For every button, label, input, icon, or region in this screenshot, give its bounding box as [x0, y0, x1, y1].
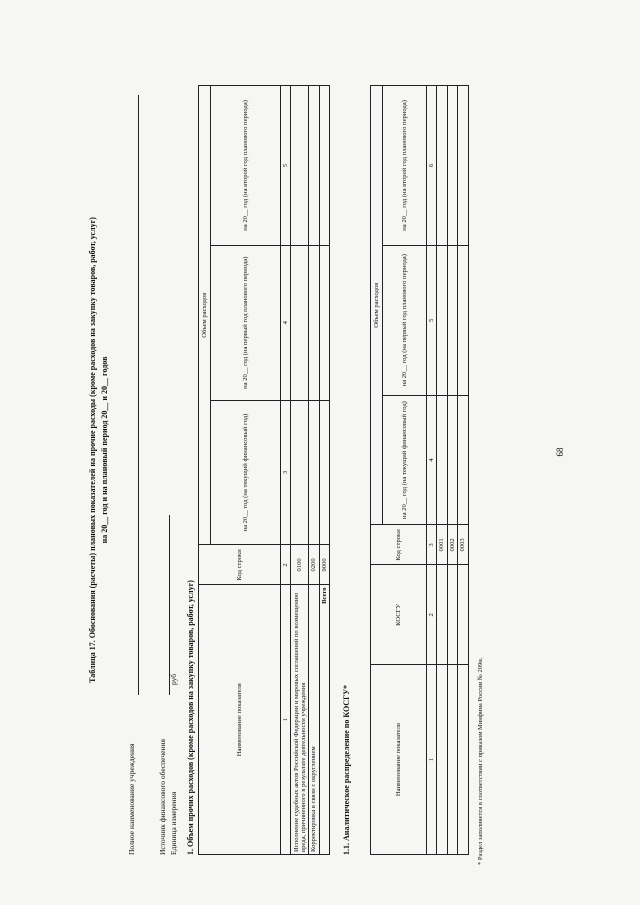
row-name	[437, 665, 447, 855]
section1-title: 1. Объем прочих расходов (кроме расходов на закупку товаров, работ, услуг)	[186, 580, 195, 855]
s1-num: 1	[281, 585, 291, 855]
row-name: Корректировка в связи с округлением	[309, 585, 319, 855]
value-cell	[291, 245, 309, 400]
value-cell	[447, 395, 457, 525]
s2-header-code: Код строки	[371, 525, 427, 565]
value-cell	[319, 400, 329, 545]
value-cell	[437, 395, 447, 525]
s2-header-col6: на 20__ год (на второй год планового периода)	[383, 86, 427, 246]
s1-header-col3: на 20__ год (на текущий финансовый год)	[211, 400, 281, 545]
s2-num: 5	[427, 245, 437, 395]
s2-num: 6	[427, 86, 437, 246]
row-name	[458, 665, 468, 855]
value-cell	[437, 245, 447, 395]
row-name	[447, 665, 457, 855]
institution-label: Полное наименование учреждения	[127, 743, 136, 855]
institution-line	[138, 95, 139, 695]
value-cell	[309, 86, 319, 246]
row-code: 0002	[447, 525, 457, 565]
table-subtitle: на 20__ год и на плановый период 20__ и 20__ годов	[100, 356, 109, 544]
s2-num: 3	[427, 525, 437, 565]
s1-header-col5: на 20__ год (на второй год планового периода)	[211, 86, 281, 246]
page-number: 68	[555, 447, 565, 457]
row-name-total: Всего	[319, 585, 329, 855]
value-cell	[309, 245, 319, 400]
s1-header-col4: на 20__ год (на первый год планового периода)	[211, 245, 281, 400]
row-code: 0200	[309, 545, 319, 585]
unit-value: руб	[169, 673, 178, 685]
section1-table	[198, 85, 330, 855]
row-kosgu	[458, 565, 468, 665]
value-cell	[291, 86, 309, 246]
row-kosgu	[447, 565, 457, 665]
s2-num: 2	[427, 565, 437, 665]
table-row	[309, 86, 319, 855]
s2-header-name: Наименование показателя	[371, 665, 427, 855]
row-name: Исполнение судебных актов Российской Федерации и мировых соглашений по возмещению вреда, причиненного в результате деятельности учреждения	[291, 585, 309, 855]
section2-table	[370, 85, 469, 855]
value-cell	[291, 400, 309, 545]
s1-header-volume: Объем расходов	[199, 86, 211, 545]
table-row	[437, 86, 447, 855]
footnote: * Раздел заполняется в соответствии с приказом Минфина России № 209н.	[477, 657, 484, 865]
row-code: 0001	[437, 525, 447, 565]
unit-label: Единица измерения	[169, 791, 178, 855]
s1-header-code: Код строки	[199, 545, 281, 585]
value-cell	[319, 245, 329, 400]
source-line	[169, 515, 170, 695]
s2-header-kosgu: КОСГУ	[371, 565, 427, 665]
table-row	[291, 86, 309, 855]
s2-header-col4: на 20__ год (на текущий финансовый год)	[383, 395, 427, 525]
s1-numbers-row	[281, 86, 291, 855]
value-cell	[447, 86, 457, 246]
s2-num: 4	[427, 395, 437, 525]
row-kosgu	[437, 565, 447, 665]
row-code: 9000	[319, 545, 329, 585]
s1-header-name: Наименование показателя	[199, 585, 281, 855]
value-cell	[458, 86, 468, 246]
row-code: 0003	[458, 525, 468, 565]
table-title: Таблица 17. Обоснования (расчеты) плановых показателей на прочие расходы (кроме расходов на закупку товаров, работ, услуг)	[88, 217, 97, 683]
s2-numbers-row	[427, 86, 437, 855]
table-row	[458, 86, 468, 855]
rotated-sheet	[80, 15, 540, 885]
value-cell	[458, 245, 468, 395]
row-code: 0100	[291, 545, 309, 585]
s1-num: 2	[281, 545, 291, 585]
s2-header-volume: Объем расходов	[371, 86, 383, 525]
value-cell	[437, 86, 447, 246]
value-cell	[309, 400, 319, 545]
value-cell	[458, 395, 468, 525]
s2-header-col5: на 20__ год (на первый год планового периода)	[383, 245, 427, 395]
s1-num: 3	[281, 400, 291, 545]
s1-num: 4	[281, 245, 291, 400]
section2-title: 1.1. Аналитическое распределение по КОСГУ*	[342, 684, 351, 855]
source-label: Источник финансового обеспечения	[158, 739, 167, 855]
value-cell	[319, 86, 329, 246]
s1-num: 5	[281, 86, 291, 246]
value-cell	[447, 245, 457, 395]
table-row	[447, 86, 457, 855]
table-row	[319, 86, 329, 855]
s2-num: 1	[427, 665, 437, 855]
